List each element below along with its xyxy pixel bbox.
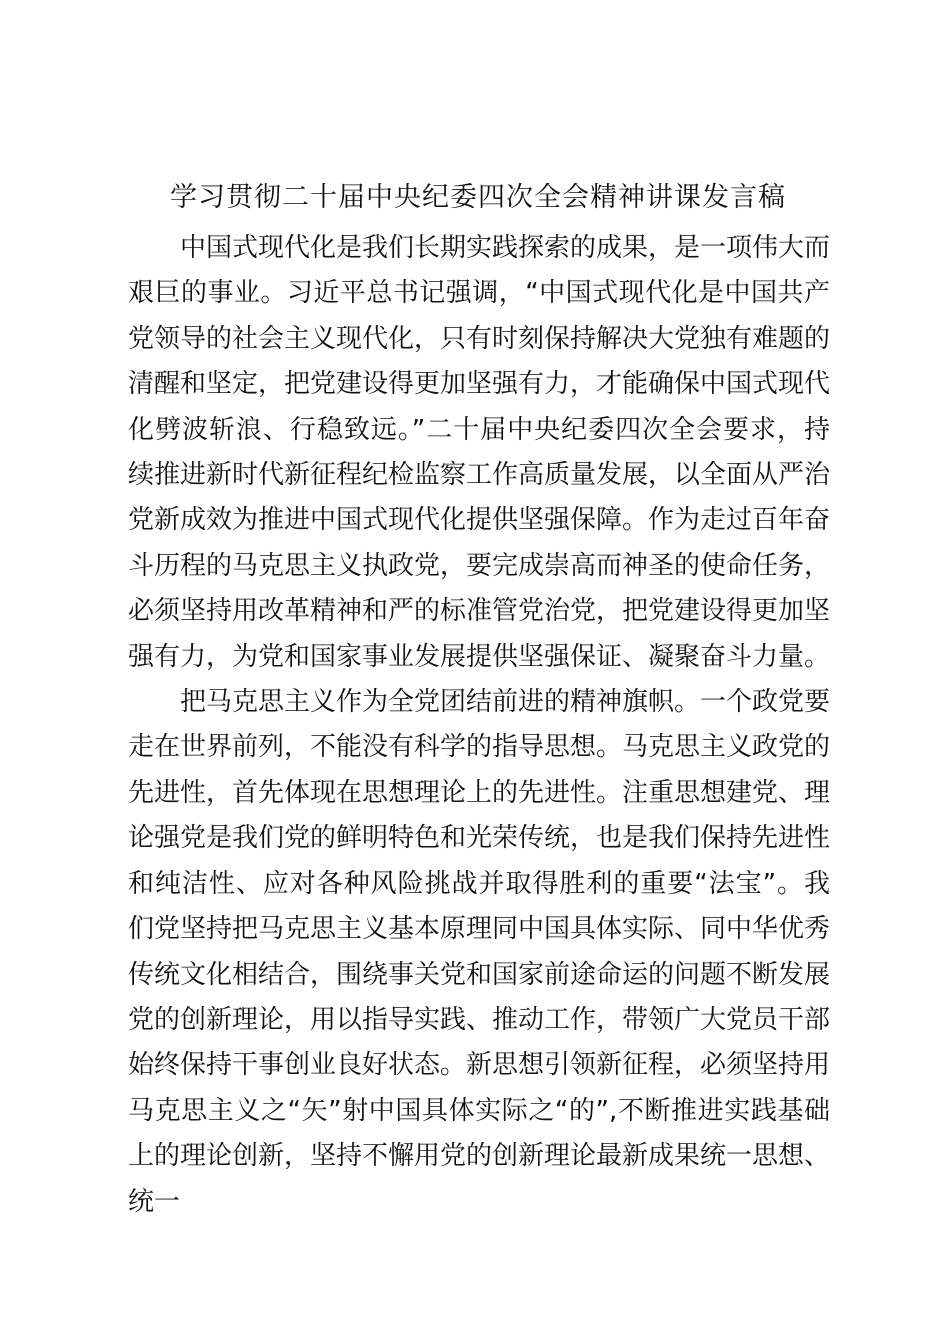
document-title: 学习贯彻二十届中央纪委四次全会精神讲课发言稿: [170, 182, 786, 213]
document-body: [128, 226, 830, 1225]
paragraph-1: 中国式现代化是我们长期实践探索的成果，是一项伟大而艰巨的事业。习近平总书记强调，“中国式现代化是中国共产党领导的社会主义现代化，只有时刻保持解决大党独有难题的清醒和坚定，把党建设得更加坚强有力，才能确保中国式现代化劈波斩浪、行稳致远。”二十届中央纪委四次全会要求，持续推进新时代新征程纪检监察工作高质量发展，以全面从严治党新成效为推进中国式现代化提供坚强保障。作为走过百年奋斗历程的马克思主义执政党，要完成崇高而神圣的使命任务，必须坚持用改革精神和严的标准管党治党，把党建设得更加坚强有力，为党和国家事业发展提供坚强保证、凝聚奋斗力量。: [128, 233, 831, 672]
paragraph-2: 把马克思主义作为全党团结前进的精神旗帜。一个政党要走在世界前列，不能没有科学的指导思想。马克思主义政党的先进性，首先体现在思想理论上的先进性。注重思想建党、理论强党是我们党的鲜明特色和光荣传统，也是我们保持先进性和纯洁性、应对各种风险挑战并取得胜利的重要“法宝”。我们党坚持把马克思主义基本原理同中国具体实际、同中华优秀传统文化相结合，围绕事关党和国家前途命运的问题不断发展党的创新理论，用以指导实践、推动工作，带领广大党员干部始终保持干事创业良好状态。新思想引领新征程，必须坚持用马克思主义之“矢”射中国具体实际之“的”,不断推进实践基础上的理论创新，坚持不懈用党的创新理论最新成果统一思想、统一: [128, 687, 831, 1217]
